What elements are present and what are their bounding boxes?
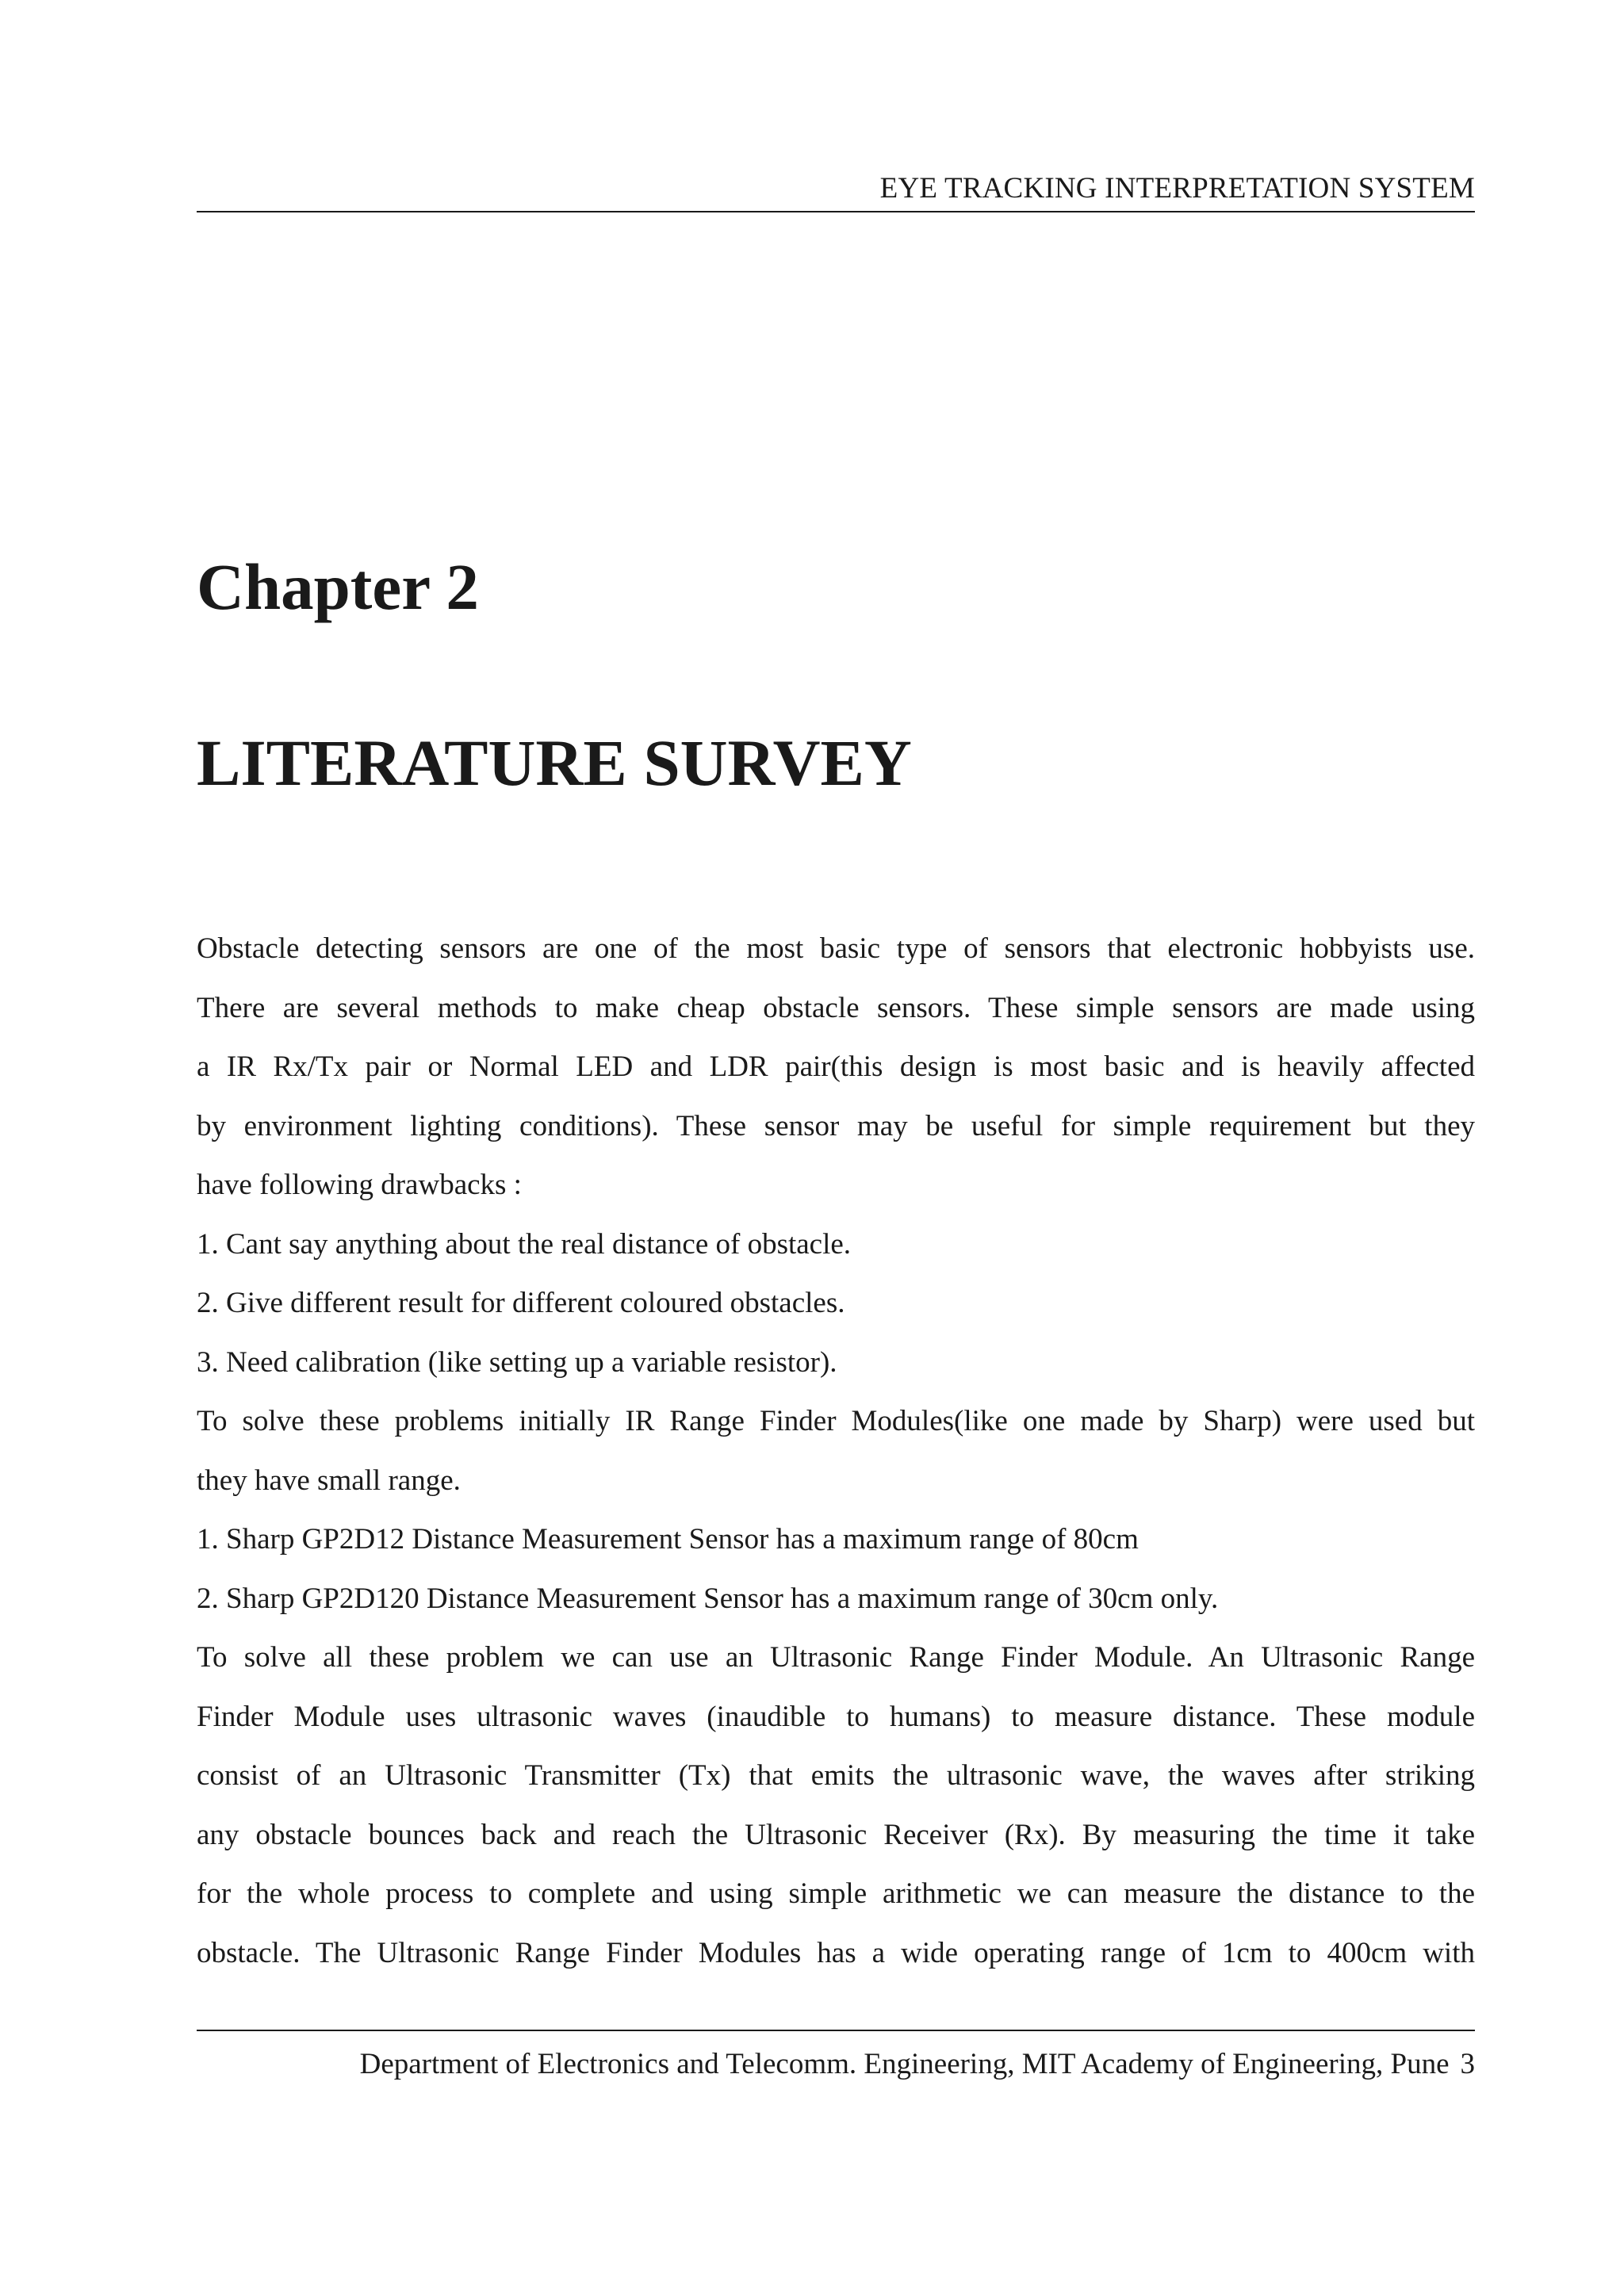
body-line: There are several methods to make cheap obstacle sensors. These simple sensors are made using (197, 991, 1475, 1024)
body-line: they have small range. (197, 1464, 461, 1497)
list-item: 1. Sharp GP2D12 Distance Measurement Sensor has a maximum range of 80cm (197, 1523, 1139, 1556)
list-item: 3. Need calibration (like setting up a variable resistor). (197, 1345, 837, 1379)
body-line: Finder Module uses ultrasonic waves (inaudible to humans) to measure distance. These module (197, 1700, 1475, 1733)
list-item: 1. Cant say anything about the real distance of obstacle. (197, 1227, 852, 1261)
body-line: have following drawbacks : (197, 1169, 522, 1201)
chapter-number: Chapter 2 (197, 550, 479, 623)
body-line: obstacle. The Ultrasonic Range Finder Modules has a wide operating range of 1cm to 400cm with (197, 1936, 1475, 1969)
body-line: for the whole process to complete and using simple arithmetic we can measure the distance to the (197, 1877, 1475, 1910)
body-line: To solve these problems initially IR Range Finder Modules(like one made by Sharp) were used but (197, 1405, 1475, 1437)
body-line: by environment lighting conditions). These sensor may be useful for simple requirement but they (197, 1109, 1475, 1142)
footer-divider (197, 2030, 1475, 2031)
body-line: any obstacle bounces back and reach the Ultrasonic Receiver (Rx). By measuring the time it take (197, 1818, 1475, 1851)
body-text (197, 920, 1475, 1983)
body-line: consist of an Ultrasonic Transmitter (Tx) that emits the ultrasonic wave, the waves after striking (197, 1759, 1475, 1792)
list-item: 2. Sharp GP2D120 Distance Measurement Sensor has a maximum range of 30cm only. (197, 1582, 1219, 1615)
running-header: EYE TRACKING INTERPRETATION SYSTEM (879, 172, 1475, 205)
list-item: 2. Give different result for different coloured obstacles. (197, 1287, 845, 1319)
chapter-title: LITERATURE SURVEY (197, 726, 912, 799)
footer-department: Department of Electronics and Telecomm. Engineering, MIT Academy of Engineering, Pune (359, 2048, 1450, 2080)
page-number: 3 (1460, 2048, 1475, 2080)
body-line: a IR Rx/Tx pair or Normal LED and LDR pair(this design is most basic and is heavily affected (197, 1050, 1475, 1083)
body-line: Obstacle detecting sensors are one of the most basic type of sensors that electronic hobbyists use. (197, 932, 1475, 965)
running-footer (197, 2045, 1475, 2084)
body-line: To solve all these problem we can use an Ultrasonic Range Finder Module. An Ultrasonic Range (197, 1641, 1475, 1674)
header-divider (197, 211, 1475, 212)
